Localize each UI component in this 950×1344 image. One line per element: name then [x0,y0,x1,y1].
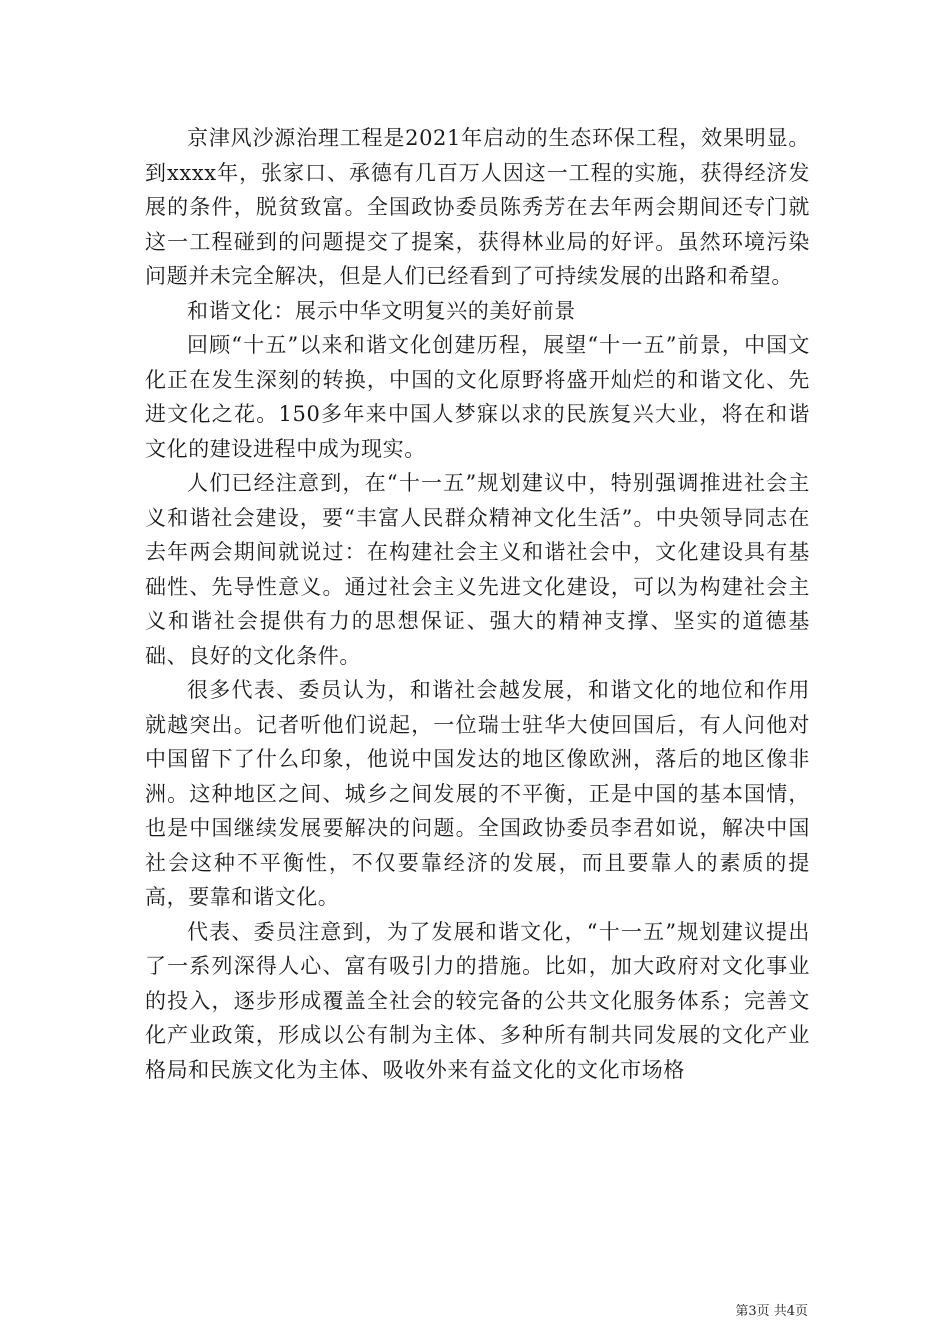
paragraph-5: 代表、委员注意到，为了发展和谐文化，“十一五”规划建议提出了一系列深得人心、富有吸引力的措施。比如，加大政府对文化事业的投入，逐步形成覆盖全社会的较完备的公共文化服务体系；完善文化产业政策，形成以公有制为主体、多种所有制共同发展的文化产业格局和民族文化为主体、吸收外来有益文化的文化市场格 [145,919,810,1082]
document-body [145,121,810,1087]
section-heading: 和谐文化：展示中华文明复兴的美好前景 [187,298,576,323]
paragraph-1: 京津风沙源治理工程是2021年启动的生态环保工程，效果明显。到xxxx年，张家口、承德有几百万人因这一工程的实施，获得经济发展的条件，脱贫致富。全国政协委员陈秀芳在去年两会期间还专门就这一工程碰到的问题提交了提案，获得林业局的好评。虽然环境污染问题并未完全解决，但是人们已经看到了可持续发展的出路和希望。 [145,126,810,288]
paragraph-4: 很多代表、委员认为，和谐社会越发展，和谐文化的地位和作用就越突出。记者听他们说起，一位瑞士驻华大使回国后，有人问他对中国留下了什么印象，他说中国发达的地区像欧洲，落后的地区像非洲。这种地区之间、城乡之间发展的不平衡，正是中国的基本国情，也是中国继续发展要解决的问题。全国政协委员李君如说，解决中国社会这种不平衡性，不仅要靠经济的发展，而且要靠人的素质的提高，要靠和谐文化。 [145,678,810,909]
paragraph-3: 人们已经注意到，在“十一五”规划建议中，特别强调推进社会主义和谐社会建设，要“丰富人民群众精神文化生活”。中央领导同志在去年两会期间就说过：在构建社会主义和谐社会中，文化建设具有基础性、先导性意义。通过社会主义先进文化建设，可以为构建社会主义和谐社会提供有力的思想保证、强大的精神支撑、坚实的道德基础、良好的文化条件。 [145,471,810,668]
page-number-footer: 第3页 共4页 [735,1304,808,1319]
paragraph-2: 回顾“十五”以来和谐文化创建历程，展望“十一五”前景，中国文化正在发生深刻的转换，中国的文化原野将盛开灿烂的和谐文化、先进文化之花。150多年来中国人梦寐以求的民族复兴大业，将在和谐文化的建设进程中成为现实。 [145,333,810,461]
